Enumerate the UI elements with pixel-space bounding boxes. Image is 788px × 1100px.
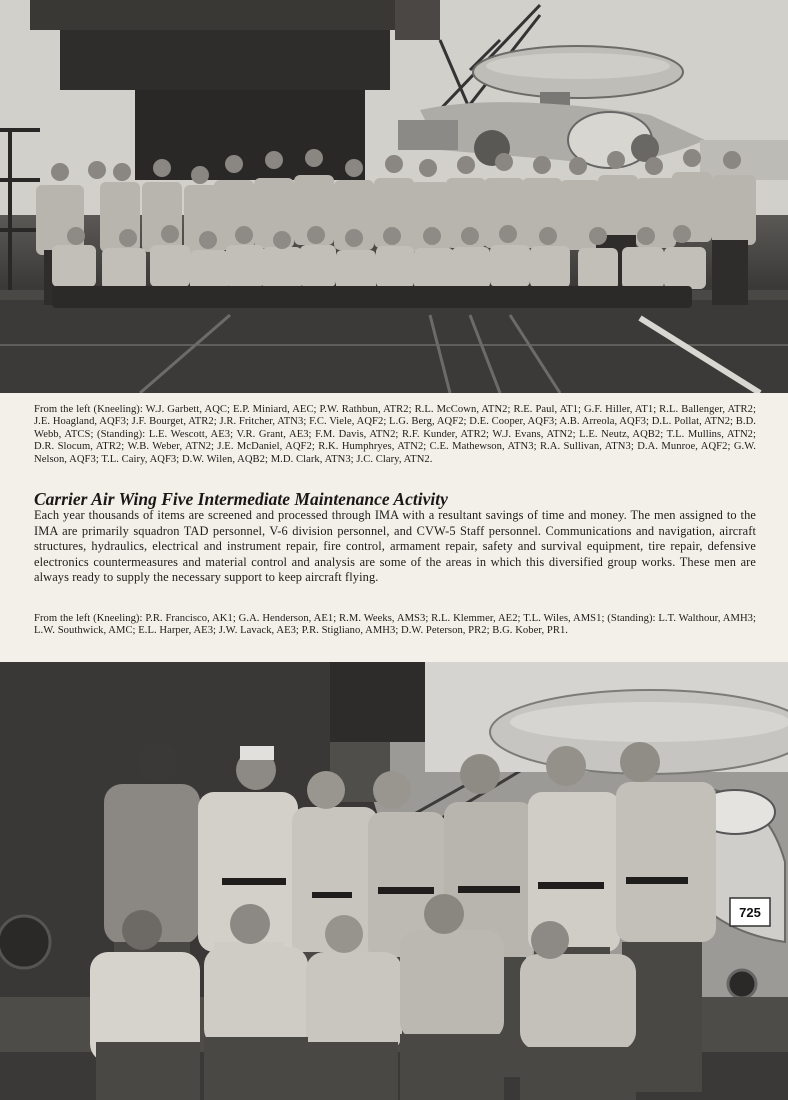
- section-title: Carrier Air Wing Five Intermediate Maintenance Activity: [34, 489, 448, 509]
- section-body: Each year thousands of items are screened and processed through IMA with a resultant savings of time and money. The men assigned to the IMA are primarily squadron TAD personnel, V-6 division personnel, and CVW-5 Staff personnel. Communications and navigation, aircraft structures, hydraulics, electrical and instrument repair, fire control, armament repair, safety and survival equipment, tire repair, defensive electronics countermeasures and material control and analysis are some of the areas in which this diversified group works. These men are always ready to supply the necessary support to keep aircraft flying.: [34, 508, 756, 585]
- caption-top-text: From the left (Kneeling): W.J. Garbett, AQC; E.P. Miniard, AEC; P.W. Rathbun, ATR2; R.L. McCown, ATN2; R.E. Paul, AT1; G.F. Hiller, AT1; R.L. Ballenger, ATR2; J.E. Hoagland, AQF3; J.F. Bourget, ATR2; J.R. Fritcher, ATN3; F.C. Viele, AQF2; L.G. Berg, AQF2; D.E. Cooper, AQF3; A.B. Arreola, AQF3; D.L. Pollat, ATN2; B.D. Webb, ATCS; (Standing): L.E. Wescott, AE3; V.R. Grant, AE3; F.M. Davis, ATN2; R.F. Kunder, ATR2; W.J. Evans, ATN2; L.E. Neutz, AQB2; T.L. Mullins, ATN2; D.R. Slocum, ATR2; W.B. Weber, ATN2; J.E. McDaniel, AQF2; R.K. Humphryes, ATN2; C.E. Mathewson, ATN3; R.A. Sullivan, ATN3; D.A. Munroe, AQF2; G.W. Nelson, AQF3; T.L. Cairy, AQF3; D.W. Wilen, AQB2; M.D. Clark, ATN3; J.C. Clary, ATN2.: [34, 404, 756, 465]
- aircraft-number: 725: [739, 905, 761, 920]
- group-photo-bottom-illustration: [0, 662, 788, 1100]
- caption-top: [34, 404, 756, 466]
- caption-bottom-text: From the left (Kneeling): P.R. Francisco, AK1; G.A. Henderson, AE1; R.M. Weeks, AMS3; R.L. Klemmer, AE2; T.L. Wiles, AMS1; (Standing): L.T. Walthour, AMH3; L.W. Southwick, AMC; E.L. Harper, AE3; J.W. Lavack, AE3; P.R. Stigliano, AMH3; D.W. Peterson, PR2; B.G. Kober, PR1.: [34, 613, 756, 637]
- group-photo-top: [0, 0, 788, 393]
- group-photo-top-illustration: [0, 0, 788, 393]
- group-photo-bottom: [0, 662, 788, 1100]
- caption-bottom: [34, 613, 756, 638]
